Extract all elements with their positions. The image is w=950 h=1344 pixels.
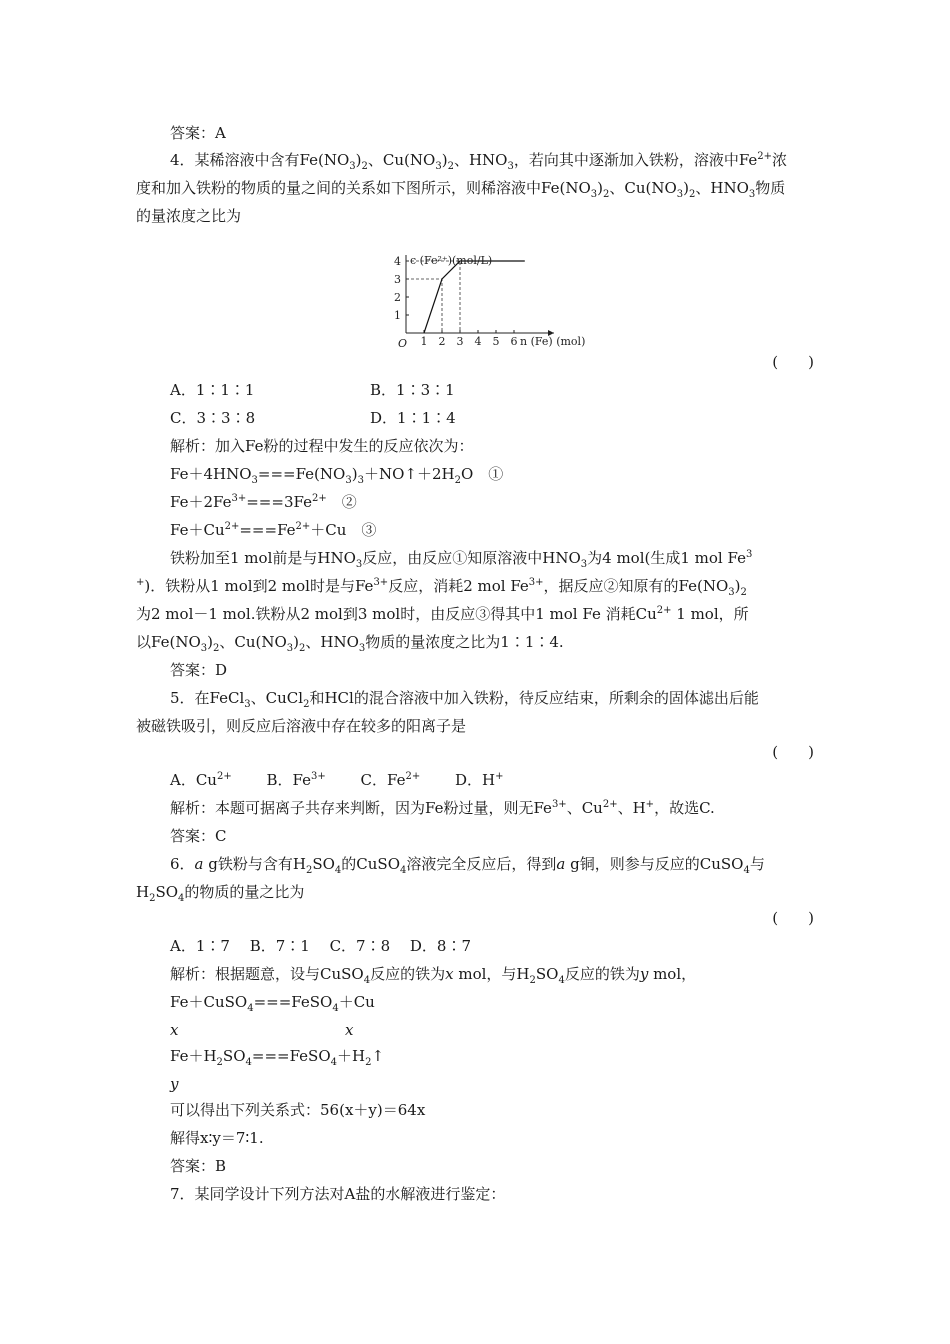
reaction-2: $Fe+2Fe^{3+}===3Fe^{2+}$ ② xyxy=(170,493,357,511)
guide-line xyxy=(406,261,460,333)
answer-bracket-6: ( ) xyxy=(772,909,814,927)
relation-6: 可以得出下列关系式：56(x＋y)＝64x xyxy=(170,1101,426,1119)
option-b: B．1∶3∶1 xyxy=(370,381,455,399)
option-c: C．3∶3∶8 xyxy=(170,409,256,427)
y-tick-label: 1 xyxy=(394,309,401,322)
options-6: A．1∶7 B．7∶1 C．7∶8 D．8∶7 xyxy=(170,937,472,955)
fe2-concentration-chart xyxy=(380,255,600,350)
series-line xyxy=(424,261,525,333)
analysis-6: 解析：根据题意，设与CuSO$_4$反应的铁为x mol，与$H_2SO_4$反应的铁为y mol， xyxy=(170,965,697,986)
y-tick-label: 4 xyxy=(394,255,401,268)
x-tick-label: 2 xyxy=(438,335,446,348)
x-tick-label: 5 xyxy=(492,335,500,348)
answer-bracket-5: ( ) xyxy=(772,743,814,761)
answer-bracket-4: ( ) xyxy=(772,353,814,371)
var-y: y xyxy=(170,1075,179,1093)
options-5: A．$Cu^{2+}$ B．$Fe^{3+}$ C．$Fe^{2+}$ D．H+ xyxy=(170,771,504,789)
y-tick-label: 2 xyxy=(394,291,401,304)
result-6: 解得x∶y＝7∶1. xyxy=(170,1129,264,1147)
x-axis-label: n (Fe) (mol) xyxy=(520,335,586,348)
reaction-3: $Fe+Cu^{2+}===Fe^{2+}+Cu$ ③ xyxy=(170,521,377,539)
answer-5: 答案：C xyxy=(170,827,227,845)
var-x-2: x xyxy=(345,1021,354,1039)
x-tick-label: 6 xyxy=(510,335,518,348)
origin-label: O xyxy=(398,337,408,350)
y-tick-label: 3 xyxy=(394,273,401,286)
reaction-6b: $Fe+H_2SO_4===FeSO_4+H_2↑$ xyxy=(170,1047,385,1068)
reaction-6a: Fe＋CuSO$_4$===FeSO$_4$＋Cu xyxy=(170,993,375,1014)
guide-line xyxy=(406,279,442,333)
y-axis-label: c (Fe²⁺)(mol/L) xyxy=(410,255,493,267)
answer-4: 答案：D xyxy=(170,661,228,679)
option-a: A．1∶1∶1 xyxy=(170,381,255,399)
reaction-1: $Fe+4HNO_3===Fe(NO_3)_3+NO↑+2H_2O$ ① xyxy=(170,465,504,486)
x-tick-label: 3 xyxy=(456,335,464,348)
x-tick-label: 1 xyxy=(420,335,428,348)
var-x-1: x xyxy=(170,1021,179,1039)
x-tick-label: 4 xyxy=(474,335,482,348)
analysis-5: 解析：本题可据离子共存来判断，因为Fe粉过量，则无$Fe^{3+}$、$Cu^{2+}$、H+，故选C. xyxy=(170,799,715,817)
answer-3: 答案：A xyxy=(170,124,226,142)
analysis-4-title: 解析：加入Fe粉的过程中发生的反应依次为： xyxy=(170,437,474,455)
answer-6: 答案：B xyxy=(170,1157,227,1175)
option-d: D．1∶1∶4 xyxy=(370,409,456,427)
question-7: 7．某同学设计下列方法对A盐的水解液进行鉴定： xyxy=(170,1185,506,1203)
